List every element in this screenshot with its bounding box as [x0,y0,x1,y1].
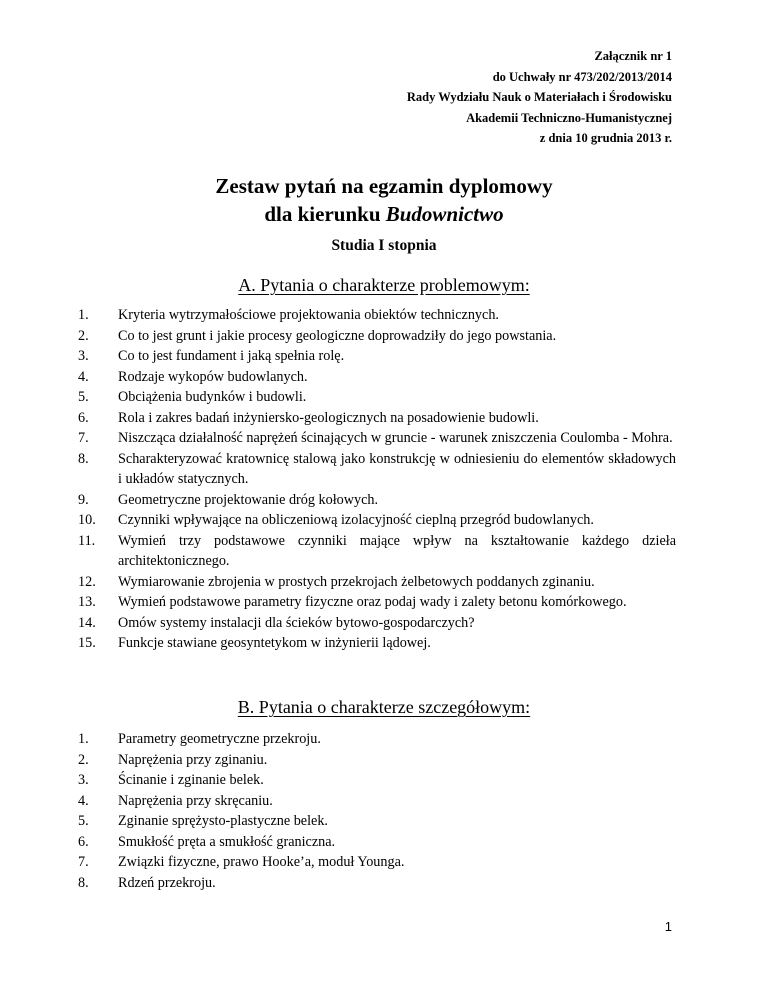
document-title [0,172,768,228]
annex-header-line: do Uchwały nr 473/202/2013/2014 [492,69,672,84]
question-item [78,408,676,429]
section-a-heading-text: A. Pytania o charakterze problemowym: [238,275,530,295]
question-item [78,750,676,771]
question-number: 1. [78,731,89,747]
question-text: Naprężenia przy skręcaniu. [118,792,273,809]
question-item [78,305,676,326]
section-a-list [78,305,676,654]
question-text: Zginanie sprężysto-plastyczne belek. [118,813,328,829]
question-item [78,572,676,593]
question-number: 7. [78,430,89,446]
section-b-heading [0,697,768,718]
question-text: Kryteria wytrzymałościowe projektowania obiektów technicznych. [118,307,499,323]
question-number: 6. [78,409,89,426]
question-number: 10. [78,512,96,528]
section-a-heading [0,275,768,296]
question-text: Co to jest grunt i jakie procesy geologiczne doprowadziły do jego powstania. [118,327,557,344]
question-text: Niszcząca działalność naprężeń ścinających w gruncie - warunek zniszczenia Coulomba - Mohra. [118,430,673,446]
section-b-heading-text: B. Pytania o charakterze szczegółowym: [237,697,531,717]
question-number: 4. [78,792,89,809]
question-item [78,852,676,873]
annex-header-line: Rady Wydziału Nauk o Materiałach i Środowisku [406,90,672,104]
question-number: 8. [78,450,89,467]
title-field-name: Budownictwo [385,202,504,226]
question-number: 12. [78,573,96,590]
question-number: 9. [78,491,89,508]
annex-header [407,46,672,149]
question-item [78,531,676,572]
title-line-1: Zestaw pytań na egzamin dyplomowy [215,174,553,198]
question-text: Funkcje stawiane geosyntetykom w inżynierii lądowej. [118,635,431,651]
question-number: 8. [78,874,89,891]
question-text: Wymiarowanie zbrojenia w prostych przekrojach żelbetowych poddanych zginaniu. [118,573,595,590]
question-text: Scharakteryzować kratownicę stalową jako konstrukcję w odniesieniu do elementów składowych i układów statycznych. [118,450,676,487]
annex-header-line: Załącznik nr 1 [594,49,672,63]
question-item [78,832,676,853]
question-number: 14. [78,614,96,631]
question-text: Wymień trzy podstawowe czynniki mające wpływ na kształtowanie każdego dzieła architektonicznego. [118,532,676,569]
question-item [78,326,676,347]
question-number: 6. [78,833,89,850]
question-text: Omów systemy instalacji dla ścieków bytowo-gospodarczych? [118,614,475,631]
question-item [78,729,676,750]
question-number: 3. [78,772,89,788]
question-number: 3. [78,348,89,364]
question-text: Geometryczne projektowanie dróg kołowych. [118,491,379,508]
question-text: Ścinanie i zginanie belek. [118,772,264,788]
question-item [78,592,676,613]
question-text: Smukłość pręta a smukłość graniczna. [118,833,336,850]
question-text: Związki fizyczne, prawo Hooke’a, moduł Younga. [118,854,405,870]
page-number: 1 [664,919,672,934]
question-number: 2. [78,327,89,344]
section-b-list [78,729,676,893]
question-text: Rdzeń przekroju. [118,874,216,891]
question-item [78,490,676,511]
question-number: 1. [78,307,89,323]
question-item [78,613,676,634]
title-line-2 [0,200,768,228]
question-item [78,428,676,449]
question-text: Obciążenia budynków i budowli. [118,389,307,405]
annex-header-line: Akademii Techniczno-Humanistycznej [466,110,672,125]
question-item [78,633,676,654]
question-item [78,346,676,367]
question-text: Czynniki wpływające na obliczeniową izolacyjność cieplną przegród budowlanych. [118,512,594,528]
annex-header-line: z dnia 10 grudnia 2013 r. [539,131,672,145]
question-number: 5. [78,389,89,405]
question-item [78,387,676,408]
title-line-2-prefix: dla kierunku [264,202,386,226]
question-item [78,770,676,791]
question-text: Parametry geometryczne przekroju. [118,731,321,747]
question-text: Naprężenia przy zginaniu. [118,751,268,768]
question-item [78,811,676,832]
question-item [78,873,676,894]
question-text: Rodzaje wykopów budowlanych. [118,368,308,385]
question-number: 2. [78,751,89,768]
question-number: 7. [78,854,89,870]
question-number: 5. [78,813,89,829]
question-number: 15. [78,635,96,651]
study-level: Studia I stopnia [331,237,437,254]
question-item [78,791,676,812]
question-item [78,510,676,531]
question-number: 11. [78,532,96,549]
question-number: 13. [78,594,96,610]
question-text: Rola i zakres badań inżyniersko-geologicznych na posadowienie budowli. [118,409,539,426]
question-text: Wymień podstawowe parametry fizyczne oraz podaj wady i zalety betonu komórkowego. [118,594,627,610]
question-number: 4. [78,368,89,385]
question-item [78,449,676,490]
question-text: Co to jest fundament i jaką spełnia rolę. [118,348,345,364]
question-item [78,367,676,388]
